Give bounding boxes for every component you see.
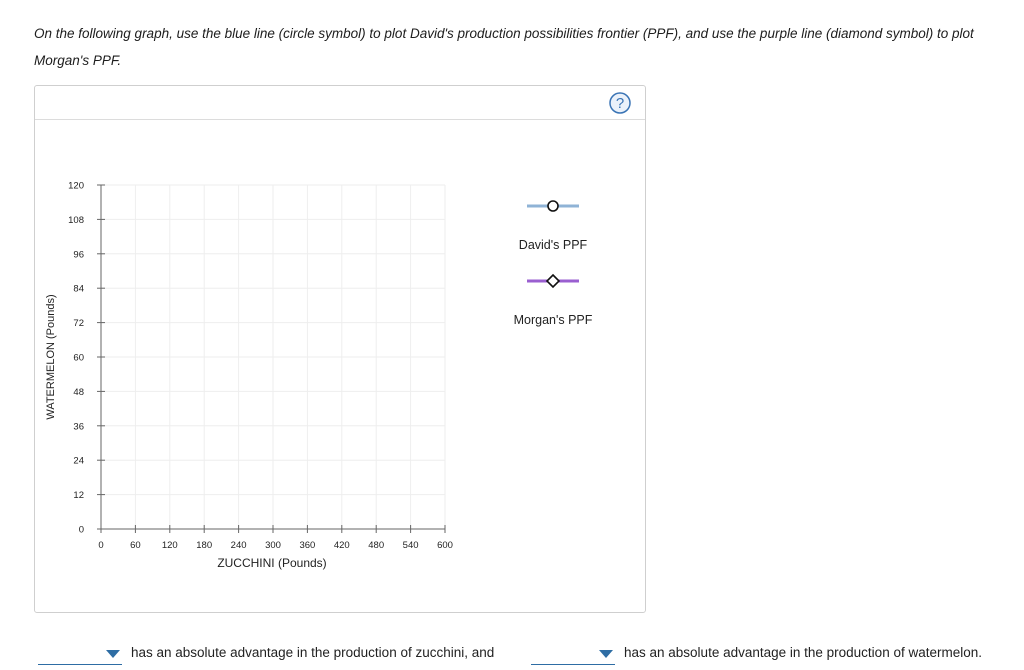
y-tick-label: 108 bbox=[68, 214, 84, 226]
y-tick-label: 72 bbox=[73, 318, 84, 330]
y-tick-label: 120 bbox=[68, 180, 84, 192]
y-tick-label: 84 bbox=[73, 283, 84, 295]
y-tick-label: 48 bbox=[73, 386, 84, 398]
sentence-part-1: has an absolute advantage in the production of zucchini, and bbox=[131, 645, 495, 660]
x-tick-label: 360 bbox=[299, 540, 316, 551]
y-axis-title: WATERMELON (Pounds) bbox=[45, 294, 57, 420]
x-tick-label: 60 bbox=[130, 540, 141, 551]
ppf-graph[interactable] bbox=[35, 86, 645, 612]
x-tick-label: 420 bbox=[333, 540, 350, 551]
x-tick-label: 180 bbox=[196, 540, 213, 551]
answer-sentence bbox=[0, 642, 1024, 666]
legend-morgan-diamond-icon[interactable] bbox=[547, 275, 559, 287]
y-tick-label: 12 bbox=[73, 490, 84, 502]
x-tick-label: 120 bbox=[161, 540, 178, 551]
graph-panel bbox=[34, 85, 646, 613]
y-tick-label: 96 bbox=[73, 249, 84, 261]
y-tick-label: 0 bbox=[78, 524, 84, 536]
legend-david-circle-icon[interactable] bbox=[548, 201, 558, 211]
x-tick-label: 600 bbox=[437, 540, 453, 551]
dropdown-watermelon-advantage[interactable] bbox=[531, 644, 615, 665]
instructions-text: On the following graph, use the blue line (circle symbol) to plot David's production possibilities frontier (PPF), and use the purple line (diamond symbol) to plot Morgan's PPF. bbox=[34, 26, 974, 68]
help-icon-glyph: ? bbox=[615, 95, 625, 112]
x-tick-label: 480 bbox=[368, 540, 385, 551]
legend-label-morgan: Morgan's PPF bbox=[513, 313, 593, 327]
x-tick-label: 240 bbox=[230, 540, 247, 551]
x-axis-title: ZUCCHINI (Pounds) bbox=[217, 556, 327, 570]
y-tick-label: 60 bbox=[73, 352, 84, 364]
chevron-down-icon bbox=[599, 650, 613, 658]
chevron-down-icon bbox=[106, 650, 120, 658]
legend-label-david: David's PPF bbox=[518, 238, 588, 252]
x-tick-label: 300 bbox=[265, 540, 281, 551]
dropdown-zucchini-advantage[interactable] bbox=[38, 644, 122, 665]
y-tick-label: 36 bbox=[73, 421, 84, 433]
sentence-part-2: has an absolute advantage in the production of watermelon. bbox=[624, 645, 982, 660]
x-tick-label: 540 bbox=[402, 540, 419, 551]
y-tick-label: 24 bbox=[73, 455, 84, 467]
x-tick-label: 0 bbox=[98, 540, 104, 551]
